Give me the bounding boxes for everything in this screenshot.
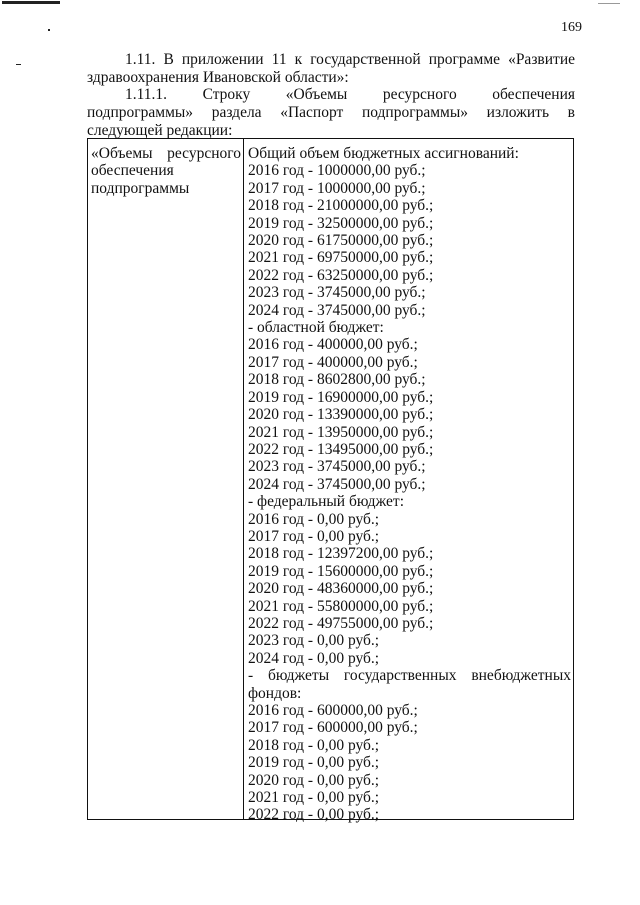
budget-line: 2016 год - 0,00 руб.; (248, 510, 380, 528)
budget-line: 2017 год - 0,00 руб.; (248, 527, 380, 545)
budget-line: 2016 год - 1000000,00 руб.; (248, 162, 426, 180)
budget-line: 2018 год - 12397200,00 руб.; (248, 545, 434, 563)
left-cell-line: подпрограммы (91, 179, 190, 197)
budget-line: 2018 год - 21000000,00 руб.; (248, 197, 434, 215)
budget-line: 2022 год - 49755000,00 руб.; (248, 614, 434, 632)
scan-artifact-top-left (2, 1, 60, 4)
budget-line: 2020 год - 48360000,00 руб.; (248, 580, 434, 598)
paragraph-1 (87, 51, 575, 87)
budget-line: 2024 год - 0,00 руб.; (248, 649, 380, 667)
budget-line: - федеральный бюджет: (248, 493, 404, 511)
table-left-cell (91, 145, 241, 197)
left-cell-line: «Объемы ресурсного (91, 145, 241, 162)
budget-line: 2019 год - 16900000,00 руб.; (248, 388, 434, 406)
page-number: 169 (561, 20, 582, 35)
paragraph-2-rest: подпрограммы» раздела «Паспорт подпрограммы» изложить в следующей редакции: (87, 104, 575, 139)
budget-line: 2020 год - 0,00 руб.; (248, 771, 380, 789)
scan-artifact-dash (16, 64, 21, 65)
budget-line: 2021 год - 0,00 руб.; (248, 789, 380, 807)
budget-line: 2019 год - 0,00 руб.; (248, 754, 380, 772)
budget-line: 2016 год - 600000,00 руб.; (248, 702, 418, 719)
budget-line: 2022 год - 63250000,00 руб.; (248, 266, 434, 284)
budget-line: 2018 год - 0,00 руб.; (248, 736, 380, 754)
funds-header-line: - бюджеты государственных внебюджетных (248, 667, 571, 685)
budget-line: 2016 год - 400000,00 руб.; (248, 336, 418, 354)
table-right-cell (248, 145, 571, 824)
paragraph-2 (87, 86, 575, 140)
budget-line: 2017 год - 400000,00 руб.; (248, 353, 418, 371)
budget-line: 2020 год - 13390000,00 руб.; (248, 406, 434, 424)
budget-line: 2024 год - 3745000,00 руб.; (248, 475, 426, 493)
budget-line: 2021 год - 69750000,00 руб.; (248, 249, 434, 267)
budget-line: 2018 год - 8602800,00 руб.; (248, 371, 426, 389)
funds-header-line: фондов: (248, 684, 302, 702)
budget-line: 2017 год - 600000,00 руб.; (248, 719, 418, 737)
budget-line: Общий объем бюджетных ассигнований: (248, 145, 519, 162)
left-cell-line: обеспечения (91, 162, 174, 180)
budget-line: 2020 год - 61750000,00 руб.; (248, 232, 434, 250)
scan-artifact-dot (48, 29, 50, 31)
budget-line: - областной бюджет: (248, 319, 384, 337)
budget-line: 2019 год - 32500000,00 руб.; (248, 214, 434, 232)
budget-line: 2023 год - 3745000,00 руб.; (248, 284, 426, 302)
scan-artifact-top-right (598, 3, 620, 4)
funding-table (87, 138, 574, 824)
table-column-divider (243, 139, 244, 819)
budget-line: 2021 год - 55800000,00 руб.; (248, 597, 434, 615)
paragraph-2-first-line: 1.11.1. Строку «Объемы ресурсного обеспечения (125, 86, 575, 103)
funds-lines (248, 702, 571, 824)
budget-line: 2023 год - 3745000,00 руб.; (248, 458, 426, 476)
budget-lines (248, 145, 571, 667)
budget-line: 2023 год - 0,00 руб.; (248, 632, 380, 650)
budget-line: 2024 год - 3745000,00 руб.; (248, 301, 426, 319)
budget-line: 2022 год - 13495000,00 руб.; (248, 440, 434, 458)
budget-line: 2019 год - 15600000,00 руб.; (248, 562, 434, 580)
budget-line: 2021 год - 13950000,00 руб.; (248, 423, 434, 441)
paragraph-1-rest: здравоохранения Ивановской области»: (87, 69, 349, 86)
paragraph-1-first-line: 1.11. В приложении 11 к государственной программе «Развитие (125, 51, 575, 68)
budget-line: 2017 год - 1000000,00 руб.; (248, 179, 426, 197)
budget-line: 2022 год - 0,00 руб.; (248, 806, 380, 824)
